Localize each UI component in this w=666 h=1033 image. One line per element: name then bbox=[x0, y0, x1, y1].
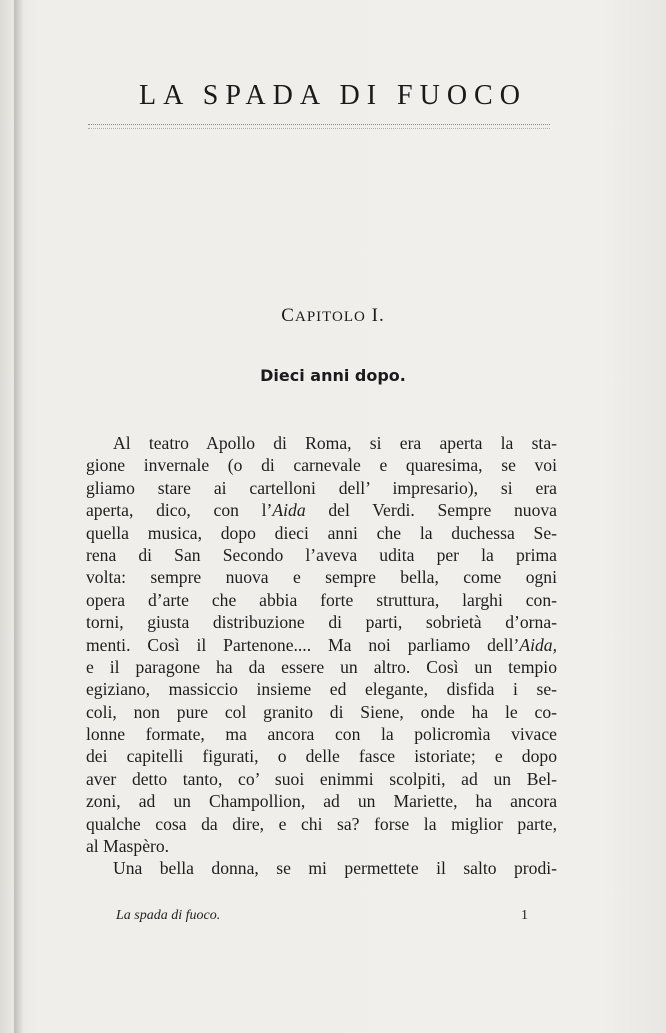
text-segment: zoni, ad un Champollion, ad un Mariette, ha ancora bbox=[86, 791, 557, 812]
text-line bbox=[86, 656, 557, 678]
text-segment: egiziano, massiccio insieme ed elegante, disfida i se- bbox=[86, 679, 557, 700]
text-segment: gione invernale (o di carnevale e quaresima, se voi bbox=[86, 455, 557, 476]
text-line bbox=[86, 790, 557, 812]
text-line bbox=[86, 813, 557, 835]
text-segment: volta: sempre nuova e sempre bella, come ogni bbox=[86, 567, 557, 588]
page-footer bbox=[116, 908, 528, 924]
chapter-numeral: I. bbox=[371, 305, 385, 326]
chapter-subtitle: Dieci anni dopo. bbox=[260, 366, 406, 385]
text-segment: al Maspèro. bbox=[86, 836, 170, 857]
text-segment: lonne formate, ma ancora con la policromìa vivace bbox=[86, 724, 557, 745]
text-segment: gliamo stare ai cartelloni dell’ impresario), si era bbox=[86, 477, 557, 498]
text-segment: del Verdi. Sempre nuova bbox=[305, 500, 557, 521]
text-segment: rena di San Secondo l’aveva udita per la prima bbox=[86, 544, 557, 565]
text-line bbox=[86, 566, 557, 588]
text-line bbox=[86, 835, 557, 857]
signature-mark: 1 bbox=[521, 908, 528, 923]
text-line bbox=[86, 544, 557, 566]
text-line bbox=[86, 634, 557, 656]
text-segment: aver detto tanto, co’ suoi enimmi scolpiti, ad un Bel- bbox=[86, 768, 557, 789]
text-segment: dei capitelli figurati, o delle fasce istoriate; e dopo bbox=[86, 746, 557, 767]
text-line bbox=[86, 768, 557, 790]
chapter-initial: C bbox=[281, 305, 295, 326]
text-line bbox=[86, 611, 557, 633]
text-line bbox=[86, 678, 557, 700]
chapter-word: APITOLO bbox=[294, 309, 366, 325]
text-line bbox=[86, 701, 557, 723]
body-text bbox=[86, 432, 557, 880]
text-line bbox=[86, 522, 557, 544]
running-title: LA SPADA DI FUOCO bbox=[139, 80, 527, 111]
text-line bbox=[86, 454, 557, 476]
text-segment: Al teatro Apollo di Roma, si era aperta la sta- bbox=[113, 433, 557, 453]
text-line bbox=[86, 432, 557, 454]
text-line bbox=[86, 589, 557, 611]
text-line bbox=[86, 723, 557, 745]
text-segment: torni, giusta distribuzione di parti, sobrietà d’orna- bbox=[86, 612, 557, 633]
ornamental-rule bbox=[88, 124, 550, 129]
text-line bbox=[86, 745, 557, 767]
italic-title: Aida bbox=[272, 500, 306, 521]
text-segment: menti. Così il Partenone.... Ma noi parliamo dell’ bbox=[86, 634, 520, 655]
text-segment: qualche cosa da dire, e chi sa? forse la miglior parte, bbox=[86, 813, 557, 834]
text-line bbox=[86, 857, 557, 879]
text-line bbox=[86, 477, 557, 499]
text-segment: quella musica, dopo dieci anni che la duchessa Se- bbox=[86, 522, 557, 543]
chapter-heading bbox=[0, 305, 666, 327]
binding-shadow bbox=[14, 0, 24, 1033]
text-line bbox=[86, 499, 557, 521]
italic-title: Aida, bbox=[519, 634, 557, 655]
text-segment: Una bella donna, se mi permettete il salto prodi- bbox=[113, 858, 557, 879]
footer-book-title: La spada di fuoco. bbox=[116, 908, 221, 923]
text-segment: aperta, dico, con l’ bbox=[86, 500, 273, 521]
text-segment: coli, non pure col granito di Siene, onde ha le co- bbox=[86, 701, 557, 722]
text-segment: opera d’arte che abbia forte struttura, larghi con- bbox=[86, 589, 557, 610]
text-segment: e il paragone ha da essere un altro. Così un tempio bbox=[86, 656, 557, 677]
